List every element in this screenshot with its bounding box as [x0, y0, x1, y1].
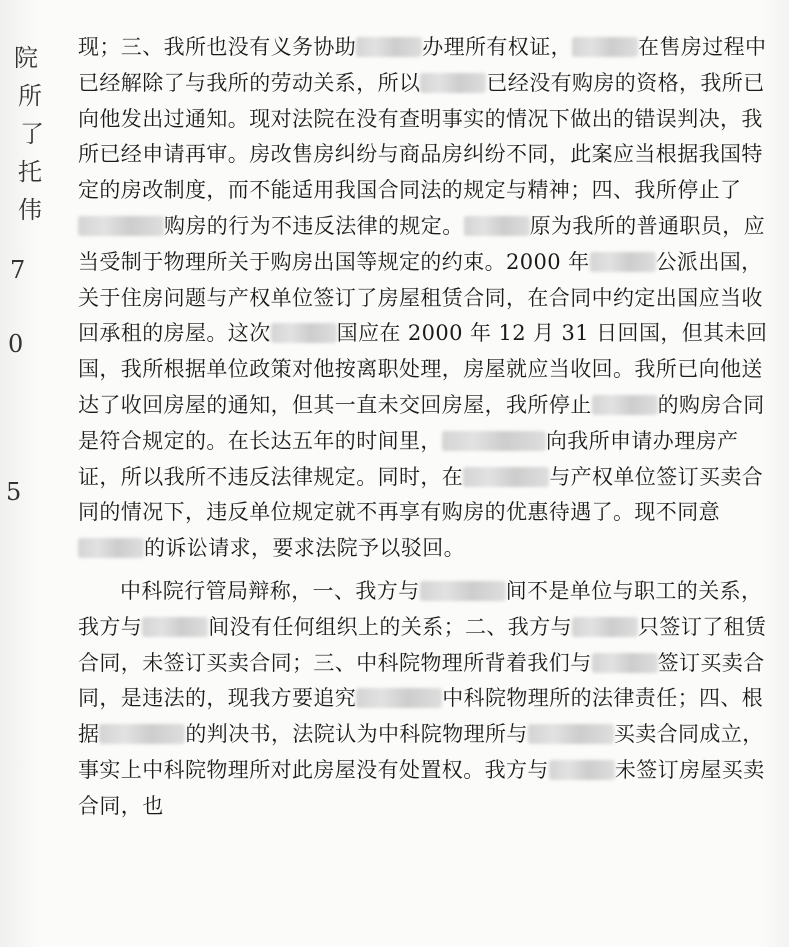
margin-character: 托 [18, 158, 42, 186]
left-margin-bleed-through [0, 0, 60, 947]
margin-character: 院 [14, 44, 38, 72]
redacted-name-blur [590, 252, 656, 272]
redacted-name-blur [271, 323, 337, 343]
text-segment: 间没有任何组织上的关系；二、我方与 [208, 614, 573, 639]
text-segment: 与产权单位签订买卖合同的情况下，违反单位规定就不再享有购房的优惠待遇了。现不同意 [78, 464, 764, 525]
text-segment: 的判决书，法院认为中科院物理所与 [185, 722, 528, 747]
redacted-name-blur [572, 37, 638, 57]
redacted-name-blur [528, 724, 614, 744]
margin-character: 7 [10, 256, 26, 284]
redacted-name-blur [356, 688, 442, 708]
redacted-name-blur [442, 431, 546, 451]
margin-character: 了 [20, 120, 44, 148]
redacted-name-blur [463, 467, 549, 487]
text-segment: 签订买卖合同，是违法的，现我方要追究 [78, 650, 765, 711]
redacted-name-blur [549, 760, 615, 780]
redacted-name-blur [99, 724, 185, 744]
margin-character: 所 [18, 82, 42, 110]
text-segment: 买卖合同成立，事实上中科院物理所对此房屋没有处置权。我方与 [78, 722, 764, 782]
redacted-name-blur [356, 37, 422, 57]
redacted-name-blur [142, 617, 208, 637]
text-segment: 在售房过程中已经解除了与我所的劳动关系，所以 [78, 35, 767, 95]
document-body-text [78, 30, 778, 825]
paragraph [78, 574, 778, 825]
redacted-name-blur [78, 216, 164, 236]
text-segment: 未签订房屋买卖合同，也 [78, 757, 765, 818]
paragraph [78, 30, 778, 567]
text-segment: 中科院物理所的法律责任；四、根据 [78, 686, 764, 747]
redacted-name-blur [78, 538, 144, 558]
margin-character: 5 [6, 478, 22, 506]
redacted-name-blur [420, 73, 486, 93]
text-segment: 的购房合同是符合规定的。在长达五年的时间里， [78, 392, 765, 453]
text-segment: 购房的行为不违反法律的规定。 [164, 213, 464, 238]
redacted-name-blur [464, 216, 530, 236]
text-segment: 现；三、我所也没有义务协助 [78, 35, 357, 59]
redacted-name-blur [420, 581, 506, 601]
text-segment: 办理所有权证， [422, 35, 573, 59]
text-segment: 原为我所的普通职员，应当受制于物理所关于购房出国等规定的约束。2000 年 [78, 213, 766, 274]
text-segment: 只签订了租赁合同，未签订买卖合同；三、中科院物理所背着我们与 [78, 614, 767, 675]
text-segment: 间不是单位与职工的关系，我方与 [78, 578, 763, 639]
text-segment: 国应在 2000 年 12 月 31 日回国，但其未回国，我所根据单位政策对他按离职处理，房屋就应当收回。我所已向他送达了收回房屋的通知，但其一直未交回房屋，我所停止 [78, 321, 768, 417]
redacted-name-blur [592, 653, 658, 673]
text-segment: 中科院行管局辩称，一、我方与 [120, 578, 420, 603]
text-segment: 公派出国，关于住房问题与产权单位签订了房屋租赁合同，在合同中约定出国应当收回承租的房屋。这次 [78, 249, 763, 346]
text-segment: 已经没有购房的资格，我所已向他发出过通知。现对法院在没有查明事实的情况下做出的错误判决，我所已经申请再审。房改售房纠纷与商品房纠纷不同，此案应当根据我国特定的房改制度，而不能适用我国合同法的规定与精神；四、我所停止了 [78, 70, 765, 203]
margin-character: 0 [8, 330, 24, 358]
text-segment: 向我所申请办理房产证，所以我所不违反法律规定。同时，在 [78, 428, 739, 489]
text-segment: 的诉讼请求，要求法院予以驳回。 [144, 536, 465, 561]
redacted-name-blur [572, 617, 638, 637]
margin-character: 伟 [18, 196, 42, 224]
redacted-name-blur [592, 395, 658, 415]
